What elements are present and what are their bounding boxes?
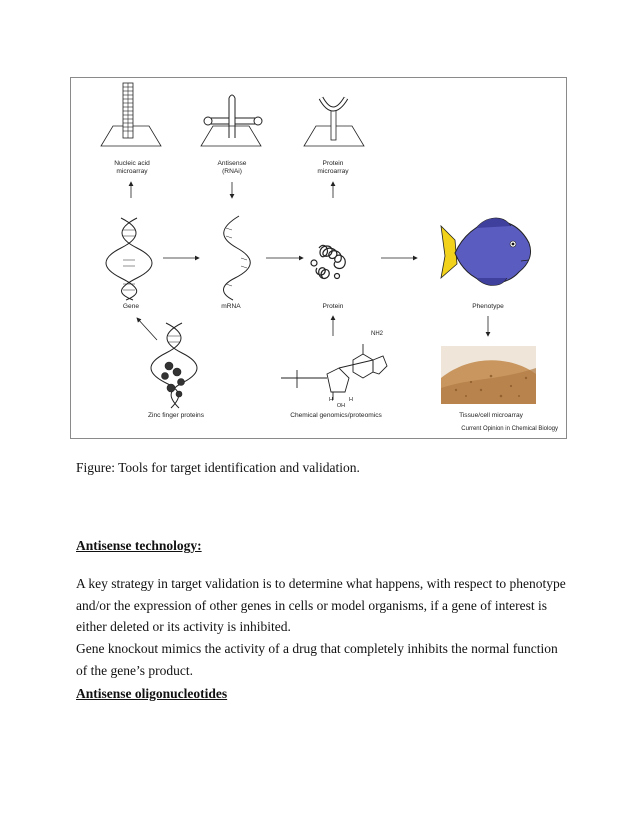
nucleic-acid-microarray-icon [101, 83, 161, 146]
label-gene: Gene [122, 303, 140, 310]
antisense-rnai-icon [201, 95, 262, 146]
heading-antisense-technology: Antisense technology: [76, 538, 202, 553]
label-mrna: mRNA [221, 303, 241, 310]
label-oh: OH [336, 403, 346, 409]
tissue-microarray-image [441, 346, 536, 404]
protein-structure-icon [311, 245, 345, 278]
paragraph-target-validation: A key strategy in target validation is to determine what happens, with respect to phenotype and/or the expression of other genes in cells or model organisms, if a gene of interest is either deleted or its activity is inhibited. [76, 576, 566, 634]
figure-caption: Figure: Tools for target identification and validation. [76, 460, 360, 475]
paragraph-gene-knockout: Gene knockout mimics the activity of a drug that completely inhibits the normal function of the gene’s product. [76, 641, 558, 678]
figure-panel [70, 77, 567, 439]
label-h-left: H [329, 397, 333, 403]
label-h-right: H [349, 397, 353, 403]
label-nh2: NH2 [370, 331, 383, 337]
arrow-zinc-to-gene [137, 318, 157, 340]
label-zinc-finger-proteins: Zinc finger proteins [147, 412, 205, 419]
protein-microarray-icon [304, 98, 364, 146]
label-phenotype: Phenotype [472, 303, 504, 310]
mrna-strand-icon [224, 216, 251, 300]
heading-antisense-oligonucleotides: Antisense oligonucleotides [76, 686, 228, 701]
gene-dna-helix-icon [106, 218, 152, 300]
chemical-structure-icon [281, 344, 387, 400]
label-antisense: Antisense (RNAi) [217, 160, 247, 175]
label-protein: Protein [322, 303, 344, 310]
label-tissue-cell-microarray: Tissue/cell microarray [459, 412, 523, 419]
label-chemical-genomics: Chemical genomics/proteomics [290, 412, 382, 419]
fish-phenotype-icon [441, 218, 531, 286]
figure-diagram [71, 78, 568, 440]
zinc-finger-dna-icon [151, 323, 197, 408]
figure-credit: Current Opinion in Chemical Biology [461, 426, 558, 432]
label-protein-microarray: Protein microarray [317, 160, 349, 175]
label-nucleic-acid-microarray: Nucleic acid microarray [114, 160, 150, 175]
